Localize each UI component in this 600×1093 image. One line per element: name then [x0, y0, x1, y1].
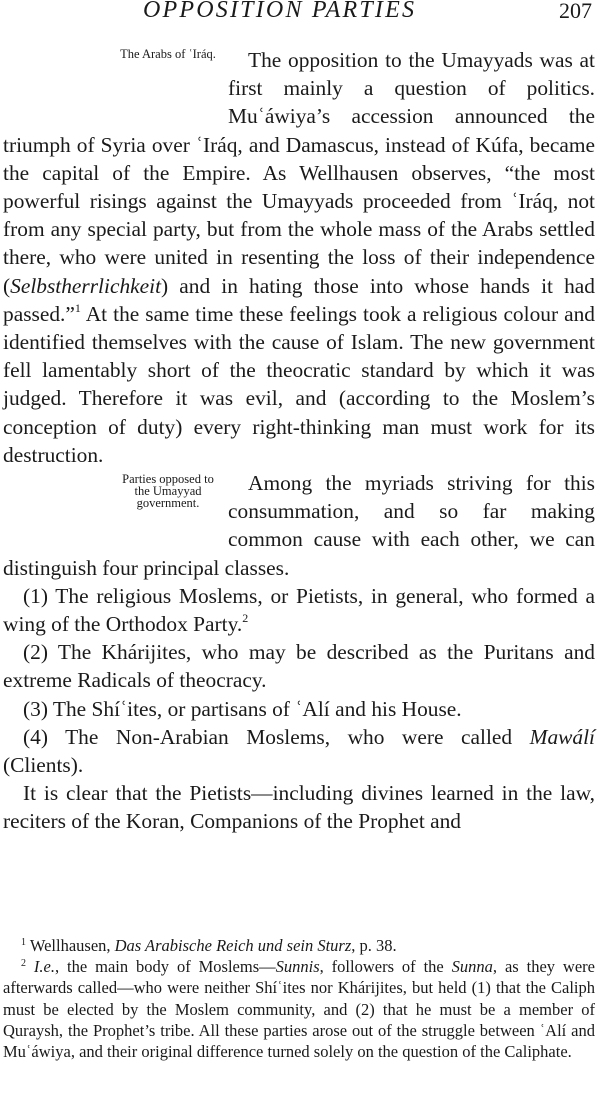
- italic-title: Das Arabische Reich und sein Sturz: [114, 936, 352, 955]
- paragraph-umayyad-opposition: [3, 46, 595, 469]
- paragraph-four-classes: [3, 469, 595, 582]
- list-item-mawali: [3, 723, 595, 779]
- italic-term: Mawálí: [529, 724, 595, 749]
- running-head: OPPOSITION PARTIES: [143, 0, 417, 23]
- main-text: [3, 46, 595, 836]
- paragraph-text: The opposition to the Umayyads was at first mainly a question of politics. Muʿáwiya’s accession announced the triumph of Syria over ʿIráq, and Damascus, instead of Kúfa, became the capital of the Empire. As Wellhausen observes, “the most powerful risings against the Umayyads proceeded from ʿIráq, not from any special party, but from the whole mass of the Arabs settled there, who were united in resenting the loss of their independence (: [3, 48, 595, 298]
- page-number: 207: [559, 0, 592, 23]
- margin-spacer: [3, 469, 117, 525]
- footnote-text: , p. 38.: [351, 936, 397, 955]
- footnote-text: , the main body of Moslems—: [55, 957, 276, 977]
- paragraph-pietists: It is clear that the Pietists—including divines learned in the law, reciters of the Koran, Companions of the Prophet and: [3, 781, 595, 834]
- list-item-pietists: [3, 582, 595, 638]
- footnote-number: 1: [21, 937, 26, 948]
- footnote-2: [3, 956, 595, 1062]
- footnote-marker: 2: [242, 611, 249, 626]
- margin-spacer: [3, 46, 117, 74]
- italic-term: Selbstherrlichkeit: [10, 273, 162, 298]
- list-item-shiites: (3) The Shíʿites, or partisans of ʿAlí and his House.: [23, 696, 462, 721]
- margin-note-parties-opposed: Parties opposed to the Umayyad government.: [122, 472, 214, 511]
- list-item-kharijites: (2) The Khárijites, who may be described as the Puritans and extreme Radicals of theocracy.: [3, 640, 595, 693]
- margin-note-arabs-of-iraq: The Arabs of ʿIráq.: [120, 47, 216, 61]
- page-header: [0, 0, 600, 26]
- italic-term: I.e.: [33, 957, 55, 977]
- footnote-text: , followers of the: [319, 957, 452, 977]
- list-item-text: (4) The Non-Arabian Moslems, who were called: [23, 724, 530, 749]
- paragraph-text: Among the myriads striving for this consummation, and so far making common cause with each other, we can distinguish four principal classes.: [3, 471, 595, 580]
- list-item-text: (Clients).: [3, 753, 84, 778]
- footnotes: [3, 935, 595, 1062]
- italic-term: Sunnis: [275, 957, 320, 977]
- list-item-text: (1) The religious Moslems, or Pietists, in general, who formed a wing of the Orthodox Party.: [3, 583, 595, 637]
- footnote-text: Wellhausen,: [26, 936, 115, 955]
- footnote-marker: 1: [74, 300, 81, 315]
- italic-term: Sunna: [451, 957, 493, 977]
- paragraph-text: At the same time these feelings took a religious colour and identified themselves with the cause of Islam. The new government fell lamentably short of the theocratic standard by which it was judged. Therefore it was evil, and (according to the Moslem’s conception of duty) every right-thinking man must work for its destruction.: [3, 301, 595, 467]
- footnote-1: [3, 935, 595, 956]
- paragraph-text: ) and in hating those into whose hands it had passed.”: [3, 273, 595, 326]
- footnote-number: 2: [21, 958, 26, 970]
- footnote-text: , as they were afterwards called—who were neither Shíʿites nor Khárijites, but held (1) that the Caliph must be elected by the Moslem community, and (2) that he must be a member of Quraysh, the Prophet’s tribe. All these parties arose out of the struggle between ʿAlí and Muʿáwiya, and their original difference turned solely on the question of the Caliphate.: [3, 957, 595, 1062]
